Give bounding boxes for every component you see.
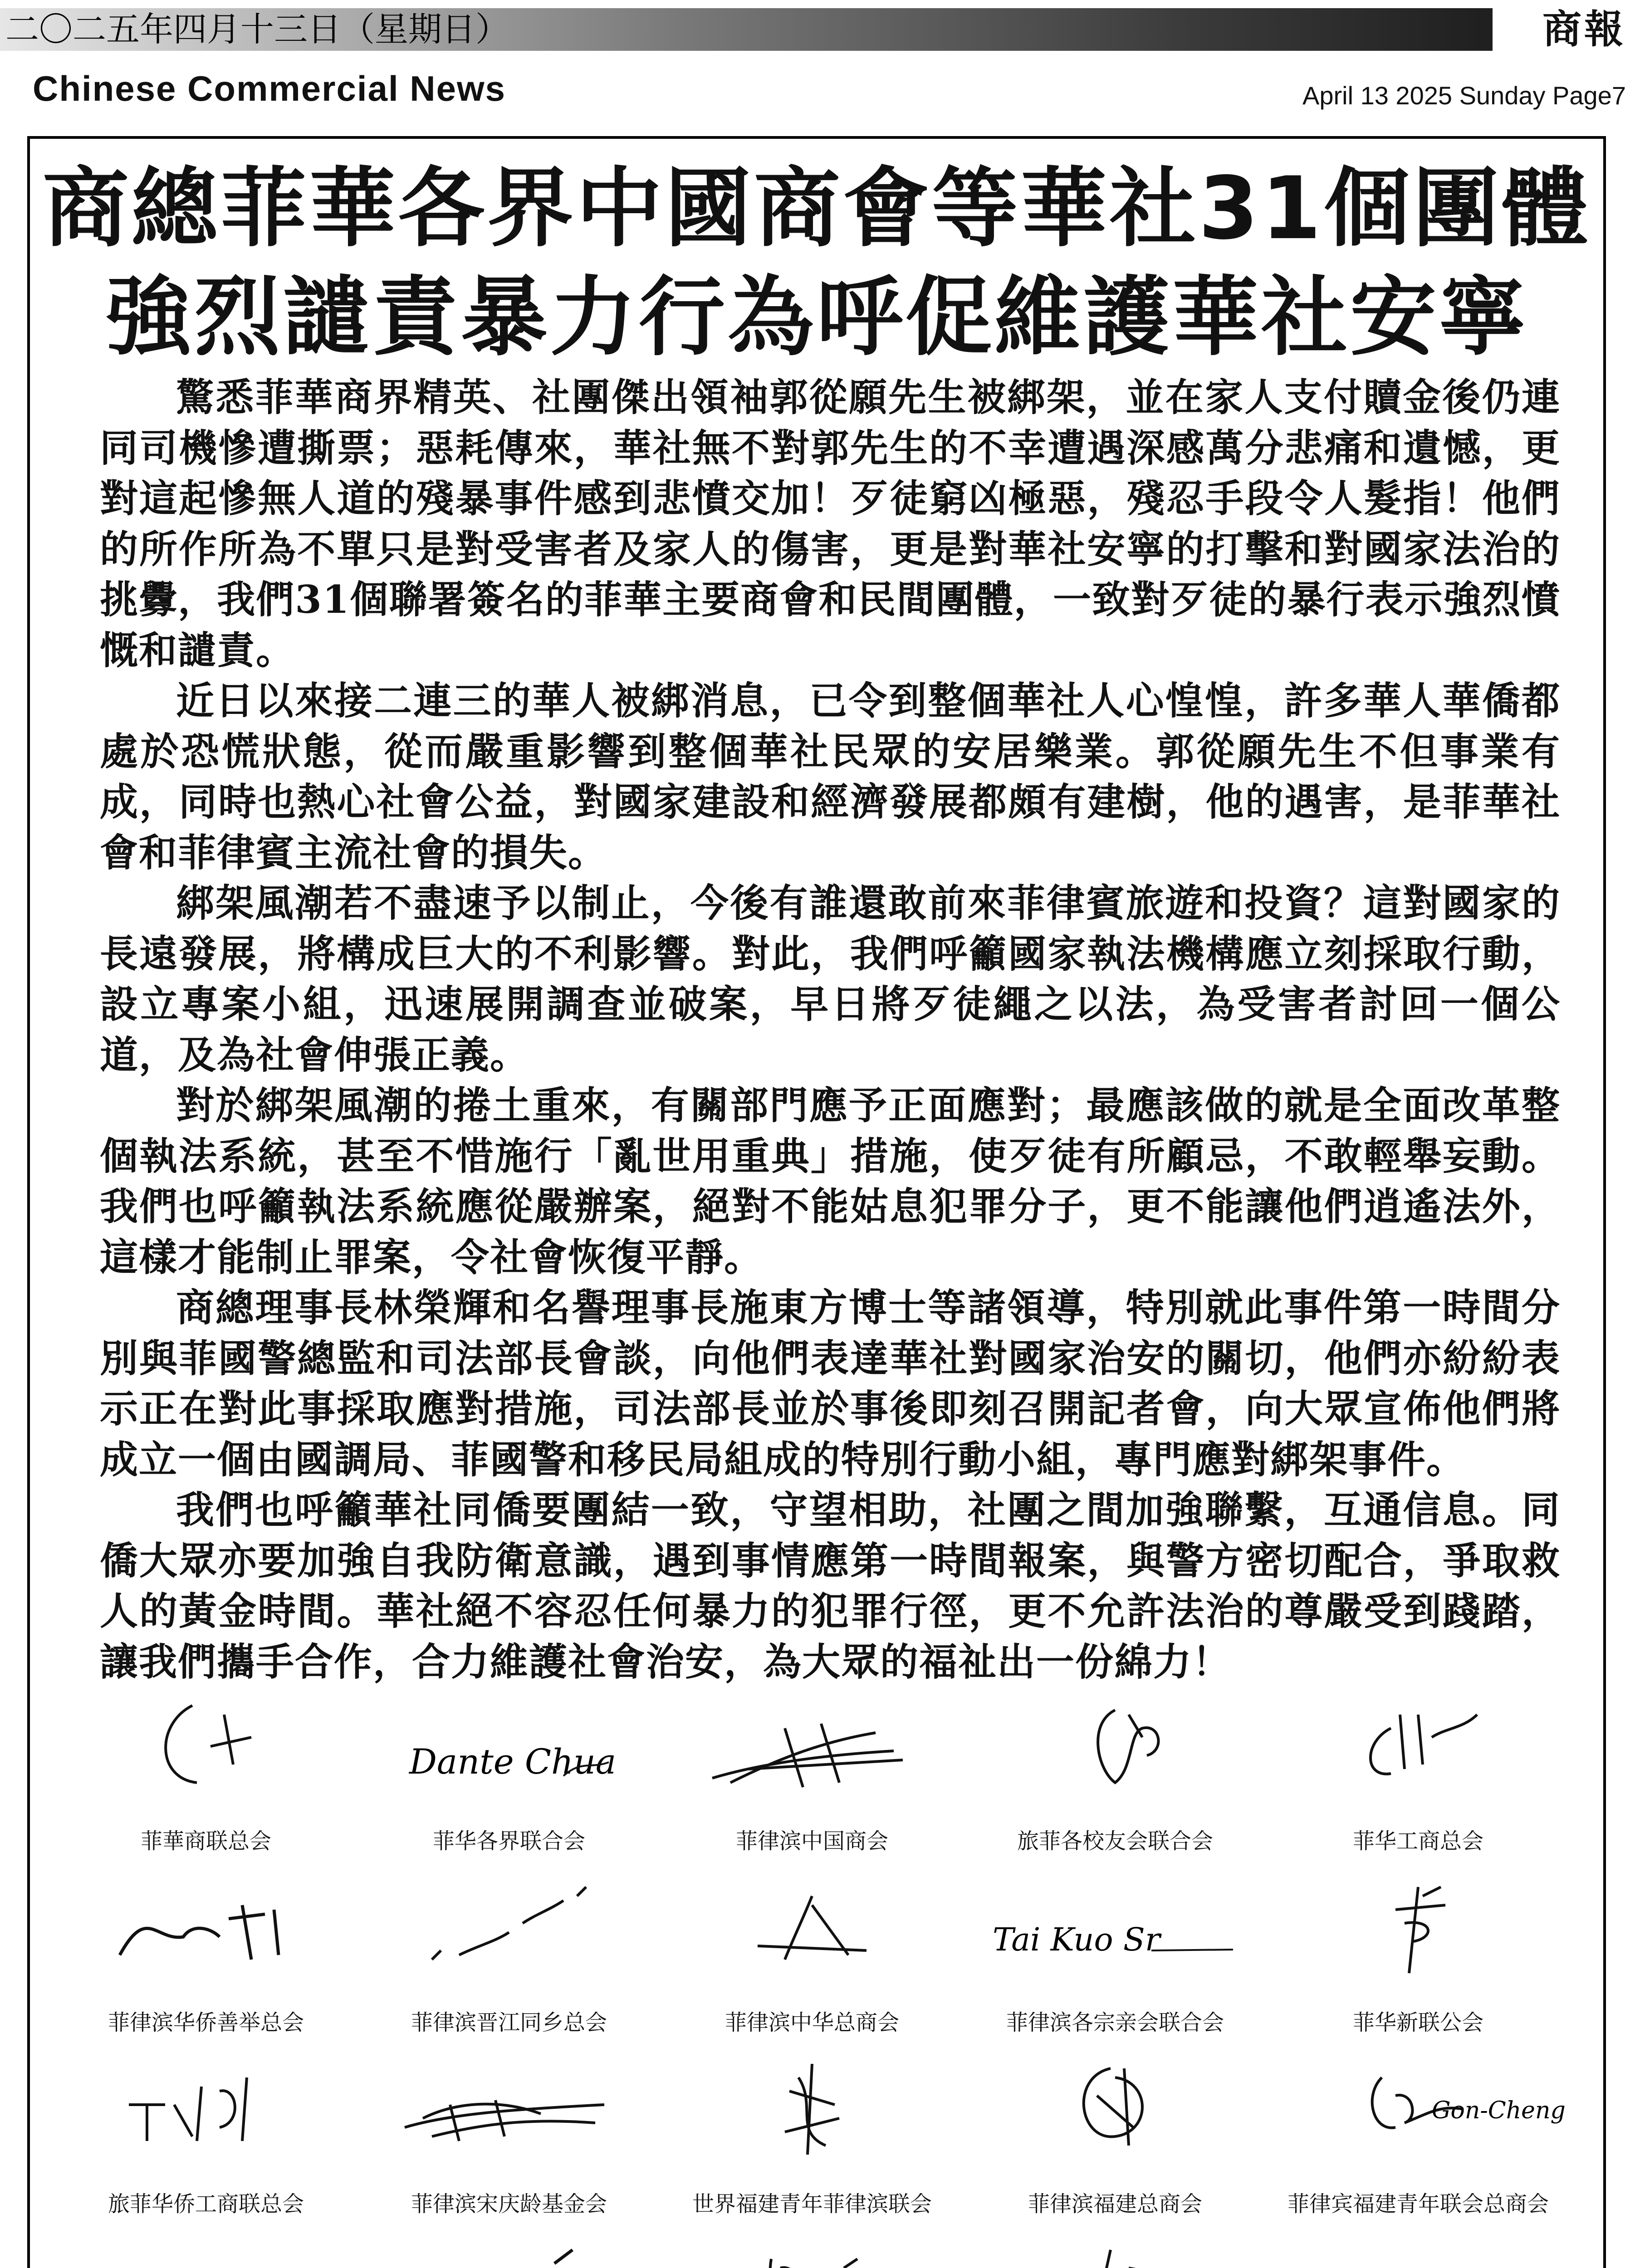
- paragraph: 綁架風潮若不盡速予以制止，今後有誰還敢前來菲律賓旅遊和投資？這對國家的長遠發展，將構成巨大的不利影響。對此，我們呼籲國家執法機構應立刻採取行動，設立專案小組，迅速展開調查並破案，早日將歹徒繩之以法，為受害者討回一個公道，及為社會伸張正義。: [100, 880, 1561, 1077]
- paper-name-english: Chinese Commercial News: [33, 68, 506, 108]
- organization-name: 菲律滨中华总商会: [724, 2010, 899, 2035]
- handwritten-signature: [1024, 2050, 1206, 2168]
- signature-row: [54, 1687, 1570, 1869]
- paragraph: 對於綁架風潮的捲土重來，有關部門應予正面應對；最應該做的就是全面改革整個執法系統，甚至不惜施行「亂世用重典」措施，使歹徒有所顧忌，不敢輕舉妄動。我們也呼籲執法系統應從嚴辦案，絕對不能姑息犯罪分子，更不能讓他們逍遙法外，這樣才能制止罪案，令社會恢復平靜。: [100, 1083, 1561, 1280]
- signature-block: [61, 2232, 351, 2268]
- organization-name: 菲律滨华侨善举总会: [108, 2010, 304, 2035]
- handwritten-signature: [102, 2232, 310, 2268]
- headline: [27, 154, 1606, 372]
- signature-block: [61, 2050, 351, 2232]
- headline-line-2: 強烈譴責暴力行為呼促維護華社安寧: [105, 267, 1528, 367]
- signature-block: [61, 1869, 351, 2050]
- article-body: [100, 372, 1561, 1687]
- handwritten-signature: [102, 2050, 310, 2168]
- handwritten-signature: [102, 1869, 310, 1987]
- signature-block: [1273, 2050, 1566, 2232]
- handwritten-signature: [1327, 1687, 1509, 1805]
- organization-name: 旅菲各校友会联合会: [1017, 1828, 1213, 1854]
- organization-name: 菲华工商总会: [1352, 1828, 1483, 1854]
- handwritten-signature: [396, 2050, 622, 2168]
- signature-row: [54, 2232, 1570, 2268]
- signature-block: [970, 1687, 1260, 1869]
- organization-name: 菲华各界联合会: [432, 1828, 585, 1854]
- handwritten-signature: [703, 1687, 921, 1805]
- handwritten-signature: [1011, 2232, 1219, 2268]
- signature-block: [1273, 2232, 1563, 2268]
- signature-block: [667, 2232, 957, 2268]
- paragraph: 驚悉菲華商界精英、社團傑出領袖郭從願先生被綁架，並在家人支付贖金後仍連同司機慘遭撕票；惡耗傳來，華社無不對郭先生的不幸遭遇深感萬分悲痛和遺憾，更對這起慘無人道的殘暴事件感到悲憤交加！歹徒窮凶極惡，殘忍手段令人髮指！他們的所作所為不單只是對受害者及家人的傷害，更是對華社安寧的打擊和對國家法治的挑釁，我們31個聯署簽名的菲華主要商會和民間團體，一致對歹徒的暴行表示強烈憤慨和譴責。: [100, 375, 1561, 673]
- signature-block: [1273, 1687, 1563, 1869]
- signature-text: Dante Chua: [409, 1741, 617, 1782]
- issue-date: 二〇二五年四月十三日（星期日）: [5, 10, 509, 49]
- organization-name: 菲律滨中国商会: [735, 1828, 888, 1854]
- signature-block: [667, 1687, 957, 1869]
- signature-block: [667, 1869, 957, 2050]
- signature-text: Gon-Cheng: [1432, 2097, 1566, 2124]
- signature-grid: [54, 1687, 1570, 2268]
- signature-block: [970, 2232, 1260, 2268]
- signature-block: [364, 1687, 654, 1869]
- handwritten-signature: [1024, 1687, 1206, 1805]
- paragraph: 商總理事長林榮輝和名譽理事長施東方博士等諸領導，特別就此事件第一時間分別與菲國警總監和司法部長會談，向他們表達華社對國家治安的關切，他們亦紛紛表示正在對此事採取應對措施，司法部長並於事後即刻召開記者會，向大眾宣佈他們將成立一個由國調局、菲國警和移民局組成的特別行動小組，專門應對綁架事件。: [100, 1285, 1561, 1482]
- handwritten-signature: [1327, 1869, 1509, 1987]
- organization-name: 旅菲华侨工商联总会: [108, 2191, 304, 2217]
- handwritten-signature: [115, 1687, 297, 1805]
- page-info: April 13 2025 Sunday Page7: [1302, 81, 1626, 110]
- signature-row: [54, 1869, 1570, 2050]
- signature-row: [54, 2050, 1570, 2232]
- paragraph: 我們也呼籲華社同僑要團結一致，守望相助，社團之間加強聯繫，互通信息。同僑大眾亦要加強自我防衛意識，遇到事情應第一時間報案，與警方密切配合，爭取救人的黃金時間。華社絕不容忍任何暴力的犯罪行徑，更不允許法治的尊嚴受到踐踏，讓我們攜手合作，合力維護社會治安，為大眾的福祉出一份綿力！: [100, 1487, 1561, 1684]
- signature-block: [61, 1687, 351, 1869]
- organization-name: 菲律滨福建总商会: [1028, 2191, 1202, 2217]
- signature-block: [1273, 1869, 1563, 2050]
- signature-block: [970, 2050, 1260, 2232]
- handwritten-signature: [1305, 2232, 1532, 2268]
- handwritten-signature: [721, 2232, 903, 2268]
- handwritten-signature: [405, 1869, 613, 1987]
- headline-line-1: 商總菲華各界中國商會等華社31個團體: [42, 158, 1591, 259]
- handwritten-signature: [988, 1869, 1242, 1987]
- organization-name: 菲律滨宋庆龄基金会: [411, 2191, 607, 2217]
- signature-block: [364, 2050, 654, 2232]
- organization-name: 菲律滨晋江同乡总会: [411, 2010, 607, 2035]
- handwritten-signature: [418, 2232, 600, 2268]
- paragraph: 近日以來接二連三的華人被綁消息，已令到整個華社人心惶惶，許多華人華僑都處於恐慌狀態，從而嚴重影響到整個華社民眾的安居樂業。郭從願先生不但事業有成，同時也熱心社會公益，對國家建設和經濟發展都頗有建樹，他的遇害，是菲華社會和菲律賓主流社會的損失。: [100, 678, 1561, 875]
- date-banner: [0, 8, 1493, 51]
- organization-name: 菲华新联公会: [1352, 2010, 1483, 2035]
- handwritten-signature: [721, 1869, 903, 1987]
- handwritten-signature: [1327, 2050, 1566, 2168]
- organization-name: 菲華商联总会: [140, 1828, 271, 1854]
- signature-block: [667, 2050, 957, 2232]
- signature-text: Tai Kuo Sr: [993, 1921, 1160, 1958]
- handwritten-signature: [721, 2050, 903, 2168]
- header-bar: [0, 8, 1635, 51]
- signature-block: [364, 2232, 654, 2268]
- masthead: 商報: [1542, 6, 1626, 52]
- signature-block: [970, 1869, 1260, 2050]
- handwritten-signature: [400, 1687, 618, 1805]
- organization-name: 菲律宾福建青年联会总商会: [1287, 2191, 1549, 2217]
- organization-name: 菲律滨各宗亲会联合会: [1006, 2010, 1224, 2035]
- organization-name: 世界福建青年菲律滨联会: [692, 2191, 932, 2217]
- signature-block: [364, 1869, 654, 2050]
